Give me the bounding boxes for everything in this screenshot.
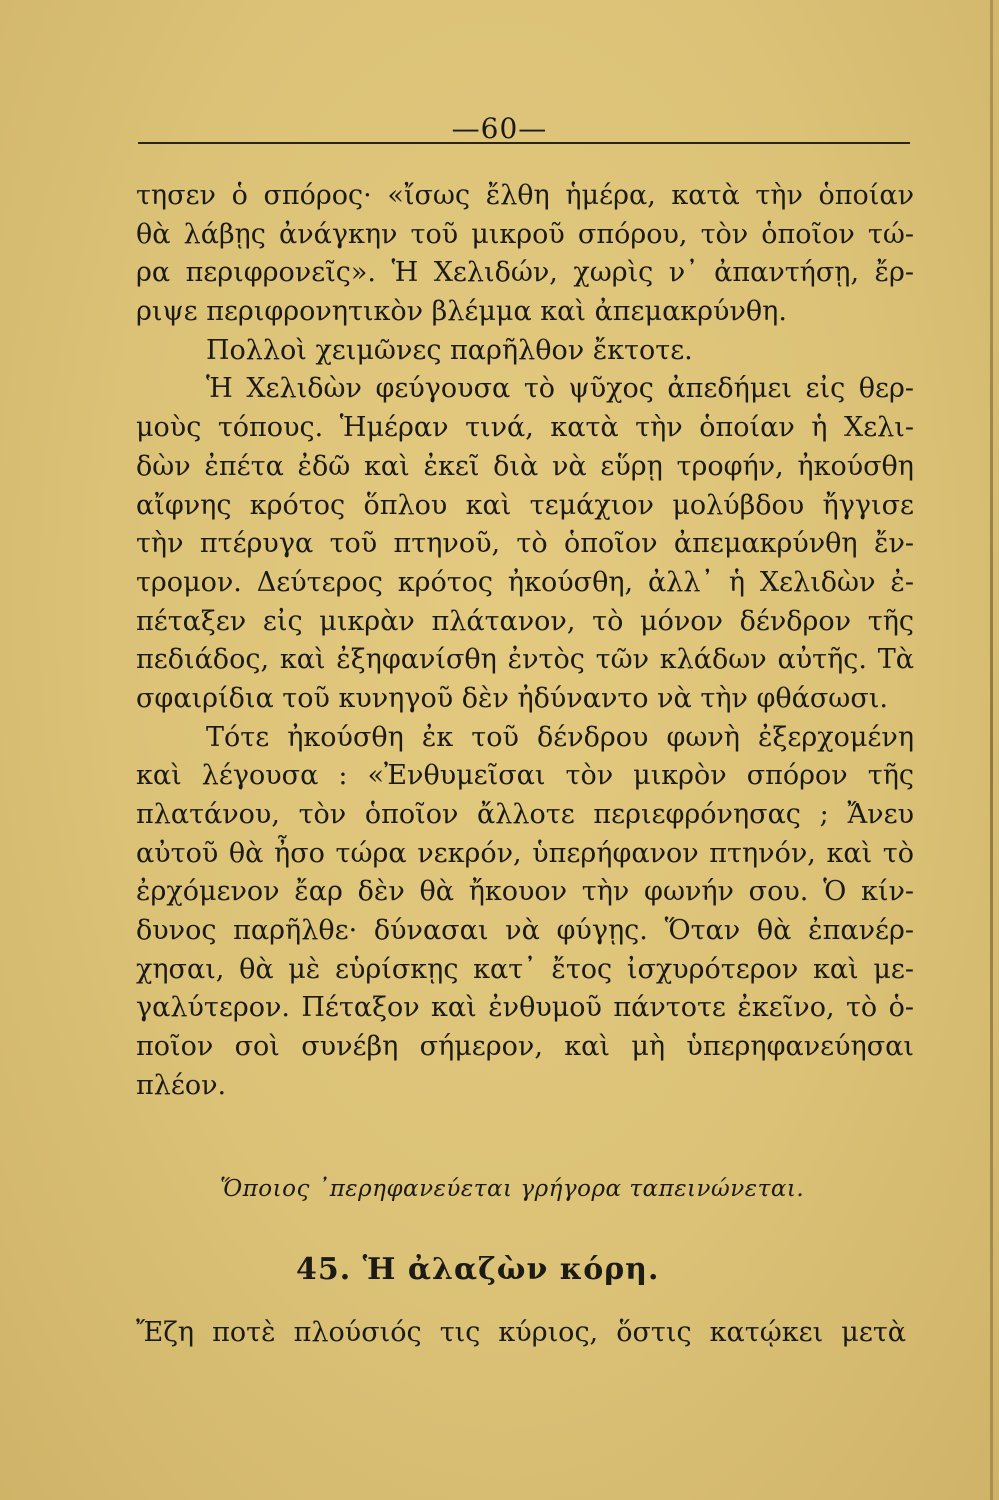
text-line: αὐτοῦ θὰ ἦσο τώρα νεκρόν, ὑπερήφανον πτηνόν, καὶ τὸ (136, 837, 914, 869)
text-line: αἴφνης κρότος ὅπλου καὶ τεμάχιον μολύβδου ἤγγισε (136, 489, 914, 521)
text-line: θὰ λάβῃς ἀνάγκην τοῦ μικροῦ σπόρου, τὸν ὁποῖον τώ- (136, 218, 914, 250)
text-line: χησαι, θὰ μὲ εὑρίσκῃς κατ᾽ ἔτος ἰσχυρότερον καὶ με- (136, 953, 914, 985)
text-line: τὴν πτέρυγα τοῦ πτηνοῦ, τὸ ὁποῖον ἀπεμακρύνθη ἔν- (136, 528, 914, 560)
page-number: —60— (451, 112, 548, 145)
text-line: πλατάνου, τὸν ὁποῖον ἄλλοτε περιεφρόνησας ; Ἄνευ (136, 799, 914, 830)
text-line: πέταξεν εἰς μικρὰν πλάτανον, τὸ μόνον δένδρον τῆς (136, 605, 914, 637)
text-line: ἐρχόμενον ἔαρ δὲν θὰ ἤκουον τὴν φωνήν σου. Ὁ κίν- (136, 876, 914, 908)
text-line: Πολλοὶ χειμῶνες παρῆλθον ἔκτοτε. (206, 334, 693, 366)
text-line: καὶ λέγουσα : «Ἐνθυμεῖσαι τὸν μικρὸν σπόρον τῆς (136, 760, 914, 792)
text-line: ποῖον σοὶ συνέβη σήμερον, καὶ μὴ ὑπερηφανεύησαι (136, 1031, 914, 1063)
text-line: ρα περιφρονεῖς». Ἡ Χελιδών, χωρὶς ν᾽ ἀπαντήσῃ, ἔρ- (136, 257, 914, 289)
body-text (136, 177, 914, 1106)
text-line: γαλύτερον. Πέταξον καὶ ἐνθυμοῦ πάντοτε ἐκεῖνο, τὸ ὁ- (136, 992, 914, 1024)
text-line: σφαιρίδια τοῦ κυνηγοῦ δὲν ἠδύναντο νὰ τὴν φθάσωσι. (136, 682, 888, 714)
proverb: Ὅποιος ᾽περηφανεύεται γρήγορα ταπεινώνεται. (220, 1176, 805, 1202)
text-line: πλέον. (136, 1069, 227, 1101)
text-line: μοὺς τόπους. Ἡμέραν τινά, κατὰ τὴν ὁποίαν ἡ Χελι- (136, 412, 914, 444)
text-line: δυνος παρῆλθε· δύνασαι νὰ φύγῃς. Ὅταν θὰ ἐπανέρ- (136, 915, 914, 947)
text-line: τρομον. Δεύτερος κρότος ἠκούσθη, ἀλλ᾽ ἡ Χελιδὼν ἐ- (136, 566, 914, 598)
text-line: πεδιάδος, καὶ ἐξηφανίσθη ἐντὸς τῶν κλάδων αὐτῆς. Τὰ (136, 644, 914, 676)
page-edge-shadow (990, 0, 993, 1500)
text-line: Τότε ἠκούσθη ἐκ τοῦ δένδρου φωνὴ ἐξερχομένη (206, 721, 914, 753)
text-line: ριψε περιφρονητικὸν βλέμμα καὶ ἀπεμακρύνθη. (136, 296, 787, 328)
text-line: Ἡ Χελιδὼν φεύγουσα τὸ ψῦχος ἀπεδήμει εἰς θερ- (206, 373, 914, 405)
header-rule (138, 142, 910, 144)
text-line: τησεν ὁ σπόρος· «ἴσως ἔλθη ἡμέρα, κατὰ τὴν ὁποίαν (136, 180, 914, 211)
final-line: Ἔζη ποτὲ πλούσιός τις κύριος, ὅστις κατῴκει μετὰ (136, 1317, 906, 1348)
section-heading: 45. Ἡ ἀλαζὼν κόρη. (296, 1252, 660, 1287)
text-line: δὼν ἐπέτα ἐδῶ καὶ ἐκεῖ διὰ νὰ εὕρῃ τροφήν, ἠκούσθη (136, 450, 914, 482)
